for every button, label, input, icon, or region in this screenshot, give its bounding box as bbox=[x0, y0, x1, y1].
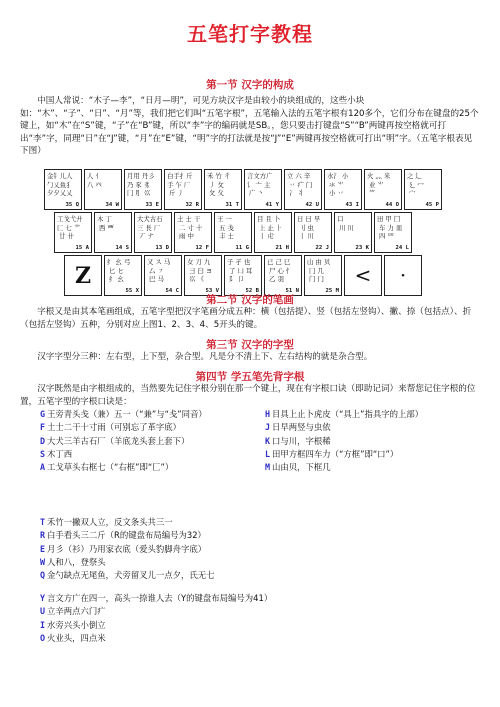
key-radicals: 纟 幺 弓 匕 ヒ 纟 幺 bbox=[107, 258, 131, 284]
key-code: 53 V bbox=[205, 288, 219, 294]
keyboard-key bbox=[54, 212, 92, 253]
section-1-heading: 第一节 汉字的构成 bbox=[206, 79, 294, 91]
mnemonic-line bbox=[40, 543, 480, 556]
mnemonic-line bbox=[40, 448, 207, 461]
keyboard-row-3 bbox=[64, 255, 424, 296]
key-letter: H bbox=[265, 409, 271, 419]
key-code: 35 Q bbox=[65, 202, 79, 208]
key-letter: R bbox=[40, 530, 46, 541]
key-code: 13 D bbox=[155, 245, 169, 251]
key-radicals: 土 士 干 二 寸 十 雨 中 bbox=[177, 215, 203, 241]
key-code: 14 S bbox=[115, 245, 129, 251]
mnemonic-line bbox=[265, 461, 423, 474]
keyboard-key bbox=[144, 255, 182, 296]
key-code: 51 N bbox=[285, 288, 299, 294]
keyboard-key bbox=[164, 169, 202, 210]
key-letter: S bbox=[40, 448, 46, 459]
key-radicals: 火 灬 米 业 ⺌ ⺮ bbox=[367, 172, 391, 198]
section-2-heading: 第二节 汉字的笔画 bbox=[206, 294, 294, 306]
mnemonic-text: 木丁西 bbox=[47, 448, 73, 459]
key-radicals: 又 ス 马 厶 ㇇ 巴 马 bbox=[147, 258, 171, 284]
mnemonic-text: 土士二干十寸雨（可别忘了革字底） bbox=[47, 422, 182, 433]
mnemonic-text: 工戈草头右框七（“右框”即“匚”） bbox=[47, 462, 174, 473]
mnemonic-line bbox=[40, 632, 480, 645]
mnemonic-line bbox=[40, 619, 480, 632]
document-title: 五笔打字教程 bbox=[187, 22, 313, 46]
key-letter: M bbox=[265, 462, 271, 473]
mnemonic-text: 火业头，四点米 bbox=[47, 632, 106, 643]
key-letter: W bbox=[40, 556, 46, 567]
keyboard-key bbox=[284, 169, 322, 210]
key-code: 11 G bbox=[235, 245, 249, 251]
mnemonic-line bbox=[40, 556, 480, 569]
key-code: 45 P bbox=[425, 202, 439, 208]
mnemonic-text: 水旁兴头小倒立 bbox=[47, 619, 106, 630]
key-letter: D bbox=[40, 435, 46, 446]
mnemonic-line bbox=[265, 435, 423, 448]
mnemonic-text: 田甲方框四车力（“方框”即“口”） bbox=[272, 448, 399, 459]
mnemonic-text: 人和八，登祭头 bbox=[47, 556, 106, 567]
mnemonic-text: 口与川，字根稀 bbox=[272, 435, 331, 446]
section-3-heading: 第三节 汉字的字型 bbox=[206, 339, 294, 351]
key-code: 44 O bbox=[385, 202, 399, 208]
mnemonic-line bbox=[40, 569, 480, 582]
keyboard-key bbox=[94, 212, 132, 253]
key-radicals: 已 己 巳 尸 心 忄 乙 羽 bbox=[267, 258, 293, 284]
key-code: 52 B bbox=[245, 288, 259, 294]
mnemonic-line bbox=[40, 529, 480, 542]
keyboard-key bbox=[364, 169, 402, 210]
rules-left-column bbox=[40, 408, 207, 474]
key-letter: K bbox=[265, 435, 271, 446]
key-radicals: 王 一 五 戋 丰 士 bbox=[217, 215, 234, 241]
mnemonic-text: 金勺缺点无尾鱼，犬旁留叉儿一点夕，氏无七 bbox=[47, 570, 215, 581]
keyboard-key bbox=[384, 255, 422, 296]
mnemonic-rules-group-1 bbox=[40, 408, 480, 478]
key-letter: I bbox=[40, 619, 46, 630]
keyboard-key bbox=[224, 255, 262, 296]
key-letter: O bbox=[40, 632, 46, 643]
key-code: 43 I bbox=[345, 202, 359, 208]
mnemonic-line bbox=[40, 605, 480, 618]
mnemonic-rules-group-3 bbox=[40, 592, 480, 645]
key-code: 42 U bbox=[305, 202, 319, 208]
mnemonic-rules-group-2 bbox=[40, 516, 480, 582]
key-radicals: 禾 竹 彳 丿 攵 攵 夂 bbox=[207, 172, 231, 198]
key-code: 41 Y bbox=[265, 202, 279, 208]
key-letter: Y bbox=[40, 593, 46, 603]
key-code: 21 H bbox=[275, 245, 289, 251]
keyboard-key bbox=[254, 212, 292, 253]
keyboard-row-1 bbox=[44, 169, 444, 210]
key-radicals: 山 由 贝 冂 几 门 冂 bbox=[307, 258, 331, 284]
mnemonic-text: 月彡（衫）乃用家衣底（爱头豹脚舟字底） bbox=[47, 543, 207, 554]
key-radicals: 工戈弋廾 匚 七 艹 廿 卄 bbox=[57, 215, 83, 241]
mnemonic-text: 山由贝，下框几 bbox=[272, 462, 331, 473]
key-code: 55 X bbox=[125, 288, 139, 294]
key-radicals: 木 丁 西 覀 bbox=[97, 215, 114, 232]
mnemonic-text: 目具上止卜虎皮（“具上”指具字的上部） bbox=[272, 409, 424, 419]
key-radicals: · bbox=[399, 263, 407, 287]
key-radicals: 日 曰 早 刂 虫 丨 川 bbox=[297, 215, 321, 241]
keyboard-key bbox=[264, 255, 302, 296]
key-letter: Q bbox=[40, 570, 46, 581]
key-radicals: Z bbox=[74, 263, 92, 289]
mnemonic-line bbox=[265, 448, 423, 461]
key-letter: E bbox=[40, 543, 46, 554]
mnemonic-text: 大犬三羊古石厂（羊底龙头套上套下） bbox=[47, 435, 190, 446]
key-code: 22 J bbox=[315, 245, 329, 251]
keyboard-key bbox=[374, 212, 412, 253]
key-letter: J bbox=[265, 422, 271, 433]
keyboard-row-2 bbox=[54, 212, 414, 253]
key-radicals: 立 六 辛 丷 疒 门 冫 丬 bbox=[287, 172, 313, 198]
key-radicals: 水氵 小 氺 ⺌ 小 丷 bbox=[327, 172, 349, 198]
key-code: 34 W bbox=[105, 202, 119, 208]
key-radicals: 白手扌斤 手 乍 厂 斤 丿 bbox=[167, 172, 193, 198]
section-1-body: 中国人常说：“木子—李”，“日月—明”，可见方块汉字是由较小的块组成的，这些小块如：“木”、“子”、“日”、“月”等，我们把它们叫“五笔字根”，五笔输入法的五笔字根有120多个，它们分布在键盘的25个键上，如“木”在“S”键，“子”在“B”键，所以“李”字的编码就是SB。，您只要击打键盘“S”“B”两键再按空格就可打出“李”字，同理“日”在“J”键，“月”在“E”键，“明”字的打法就是按“J”“E”两键再按空格就可打出“明”字。（五笔字根表见下图） bbox=[20, 96, 479, 156]
mnemonic-text: 立辛两点六门疒 bbox=[47, 606, 106, 617]
mnemonic-line bbox=[40, 421, 207, 434]
key-letter: T bbox=[40, 517, 46, 527]
key-radicals: 人 亻 八 癶 bbox=[87, 172, 102, 189]
key-letter: F bbox=[40, 422, 46, 433]
keyboard-key bbox=[104, 255, 142, 296]
rules-right-column bbox=[265, 408, 423, 474]
key-radicals: 田 甲 囗 车 力 皿 四 罒 bbox=[377, 215, 403, 241]
key-radicals: 言文方广 讠 亠 主 广 丶 bbox=[247, 172, 273, 198]
keyboard-key bbox=[344, 255, 382, 296]
section-4-heading: 第四节 学五笔先背字根 bbox=[195, 371, 305, 383]
section-3-body: 汉字字型分三种：左右型，上下型，杂合型。凡是分不清上下、左右结构的就是杂合型。 bbox=[37, 352, 373, 362]
key-radicals: 目 且 卜 上 止 ⺊ 丨 虍 bbox=[257, 215, 283, 241]
keyboard-key bbox=[244, 169, 282, 210]
key-radicals: 月用 丹彡 乃 豕 豸 冂 ⺼ 巛 bbox=[127, 172, 155, 198]
keyboard-key bbox=[204, 169, 242, 210]
mnemonic-line bbox=[40, 461, 207, 474]
keyboard-key bbox=[184, 255, 222, 296]
mnemonic-text: 王旁青头戋（兼）五一（“兼”与“戋”同音） bbox=[47, 409, 207, 419]
key-radicals: 子 孑 也 了 凵 耳 阝 卩 bbox=[227, 258, 253, 284]
keyboard-key bbox=[64, 255, 102, 296]
keyboard-key bbox=[324, 169, 362, 210]
key-letter: L bbox=[265, 448, 271, 459]
keyboard-key bbox=[304, 255, 342, 296]
section-2-body: 字根又是由其本笔画组成，五笔字型把汉字笔画分成五种：横（包括提）、竖（包括左竖钩）、撇、捺（包括点）、折（包括左竖钩）五种，分别对应上图1、2、3、4、5开头的键。 bbox=[20, 307, 472, 330]
mnemonic-line bbox=[265, 421, 423, 434]
mnemonic-line bbox=[40, 435, 207, 448]
key-code: 23 K bbox=[355, 245, 369, 251]
keyboard-key bbox=[214, 212, 252, 253]
key-code: 33 E bbox=[145, 202, 159, 208]
mnemonic-line bbox=[40, 592, 480, 605]
key-radicals: 大犬古石 三 長 厂 丆 ナ bbox=[137, 215, 163, 241]
key-code: 24 L bbox=[395, 245, 409, 251]
section-4-body: 汉字既然是由字根组成的，当然要先记住字根分别在那一个键上，现在有字根口诀（即助记词）来帮您记住字根的位置，五笔字型的字根口诀是： bbox=[20, 384, 476, 407]
key-letter: U bbox=[40, 606, 46, 617]
key-radicals: 女 刀 九 彐 臼 ヨ 巛 《 bbox=[187, 258, 213, 284]
keyboard-key bbox=[84, 169, 122, 210]
key-code: 54 C bbox=[165, 288, 179, 294]
keyboard-key bbox=[404, 169, 442, 210]
keyboard-key bbox=[134, 212, 172, 253]
key-code: 15 A bbox=[75, 245, 89, 251]
key-radicals: 金钅儿人 勹乂鱼犭 夕夕乂乂 bbox=[47, 172, 73, 198]
keyboard-key bbox=[294, 212, 332, 253]
keyboard-key bbox=[124, 169, 162, 210]
key-radicals: 口 川 川 bbox=[337, 215, 354, 232]
key-code: 32 R bbox=[185, 202, 199, 208]
mnemonic-line bbox=[40, 408, 207, 421]
mnemonic-text: 白手看头三二斤（R的键盘布局编号为32） bbox=[47, 530, 206, 541]
keyboard-key bbox=[44, 169, 82, 210]
keyboard-key bbox=[334, 212, 372, 253]
mnemonic-line bbox=[40, 516, 480, 529]
key-radicals: < bbox=[354, 263, 372, 287]
key-letter: G bbox=[40, 409, 46, 419]
mnemonic-text: 言文方广在四一，高头一捺谁人去（Y的键盘布局编号为41） bbox=[47, 593, 273, 603]
key-code: 25 M bbox=[325, 288, 339, 294]
key-code: 31 T bbox=[225, 202, 239, 208]
key-radicals: 之 辶 廴 冖 宀 bbox=[407, 172, 424, 198]
keyboard-key bbox=[174, 212, 212, 253]
mnemonic-text: 日早两竖与虫依 bbox=[272, 422, 331, 433]
key-code: 12 F bbox=[195, 245, 209, 251]
mnemonic-text: 禾竹一撇双人立，反文条头共三一 bbox=[47, 517, 173, 527]
mnemonic-line bbox=[265, 408, 423, 421]
key-letter: A bbox=[40, 462, 46, 473]
